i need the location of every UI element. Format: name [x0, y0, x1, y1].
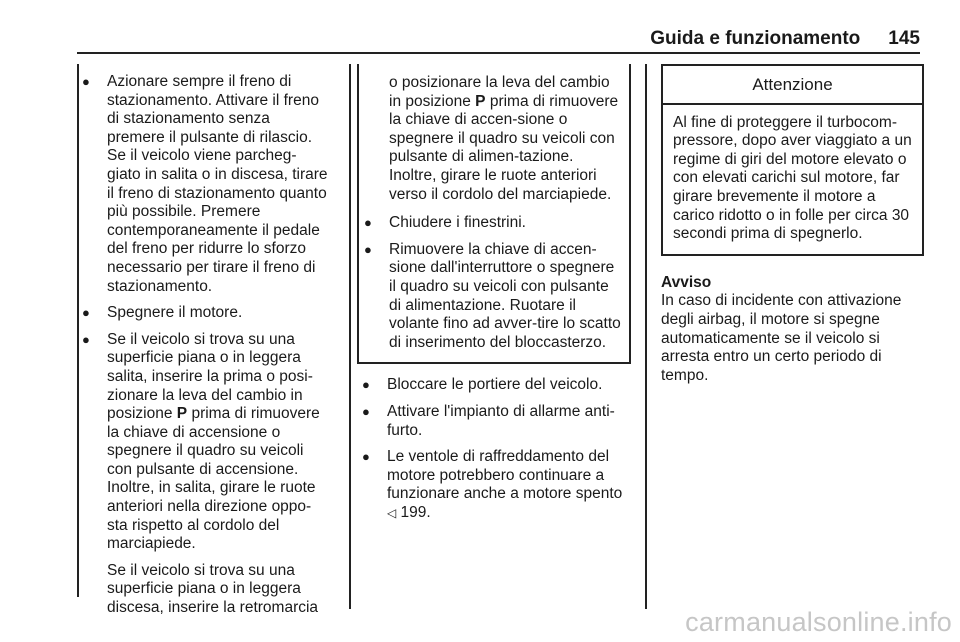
bullet-icon: ●: [82, 74, 90, 89]
list-item: [77, 304, 329, 323]
page-reference-arrow-icon: ◁: [387, 505, 397, 520]
column-3: [661, 64, 924, 385]
column-rule-mid2: [645, 64, 647, 609]
bullet-icon: ●: [362, 377, 370, 393]
bullet-icon: ●: [362, 403, 370, 419]
bullet-text: Rimuovere la chiave di accen-sione dall'interruttore o spegnere il quadro su veicoli con pulsante di alimentazione. Ruotare il volante fino ad avver-tire lo scatto di inserimento del bloccasterzo.: [389, 240, 621, 351]
paragraph: Se il veicolo si trova su una superficie piana o in leggera discesa, inserire la retromarcia: [107, 561, 319, 617]
bullet-icon: ●: [82, 305, 90, 321]
gear-position-p: P: [176, 405, 188, 423]
gear-position-p: P: [475, 92, 486, 110]
warning-title: Attenzione: [663, 66, 922, 105]
note-title: Avviso: [661, 273, 712, 291]
bullet-text: Bloccare le portiere del veicolo.: [387, 376, 603, 394]
continued-box: [357, 64, 631, 364]
continued-text: o posizionare la leva del cambio in posizione P prima di rimuovere la chiave di accen-sione o spegnere il quadro su veicoli con pulsante di alimen-tazione. Inoltre, girare le ruote anteriori verso il cordolo del marciapiede.: [389, 74, 619, 203]
column-2: [357, 64, 631, 530]
list-item: [357, 448, 631, 522]
bullet-icon: ●: [364, 215, 372, 231]
page-header: [650, 28, 920, 50]
bullet-text: Chiudere i finestrini.: [389, 214, 526, 232]
list-item: [357, 403, 631, 440]
header-rule: [77, 52, 920, 54]
page-reference[interactable]: 199.: [400, 503, 431, 521]
bullet-text: Spegnere il motore.: [107, 304, 243, 322]
warning-box: [661, 64, 924, 256]
bullet-text: Attivare l'impianto di allarme anti-furto.: [387, 402, 615, 439]
watermark-text: carmanualsonline.info: [685, 607, 952, 637]
column-1: [77, 73, 329, 618]
list-item: [357, 376, 631, 395]
bullet-text: Le ventole di raffreddamento del motore potrebbero continuare a funzionare anche a motore spento ◁ 199.: [387, 448, 623, 521]
list-item: [359, 214, 621, 233]
warning-text: Al fine di proteggere il turbocom-pressore, dopo aver viaggiato a un regime di giri del motore elevato o con elevati carichi sul motore, far girare brevemente il motore a carico ridotto o in folle per circa 30 secondi prima di spegnerlo.: [673, 113, 912, 243]
bullet-icon: ●: [364, 241, 372, 257]
column-rule-mid1: [349, 64, 351, 609]
note-text: In caso di incidente con attivazione degli airbag, il motore si spegne automaticamente se il veicolo si arresta entro un certo periodo di tempo.: [661, 292, 902, 384]
bullet-text: Se il veicolo si trova su una superficie piana o in leggera salita, inserire la prima o posi-zionare la leva del cambio in posizione P prima di rimuovere la chiave di accensione o spegnere il quadro su veicoli con pulsante di accensione. Inoltre, in salita, girare le ruote anteriori nella direzione oppo-sta rispetto al cordolo del marciapiede.: [107, 330, 320, 553]
list-item: [359, 241, 621, 353]
section-title: Guida e funzionamento: [650, 28, 861, 49]
page-number: 145: [888, 28, 920, 49]
bullet-icon: ●: [82, 331, 90, 347]
bullet-text: Azionare sempre il freno di stazionamento. Attivare il freno di stazionamento senza premere il pulsante di rilascio. Se il veicolo viene parcheg-giato in salita o in discesa, tirare il freno di stazionamento quanto più possibile. Premere contemporaneamente il pedale del freno per ridurre lo sforzo necessario per tirare il freno di stazionamento.: [107, 73, 328, 295]
bullet-icon: ●: [362, 449, 370, 465]
list-item: [77, 331, 329, 554]
list-item: [77, 73, 329, 296]
